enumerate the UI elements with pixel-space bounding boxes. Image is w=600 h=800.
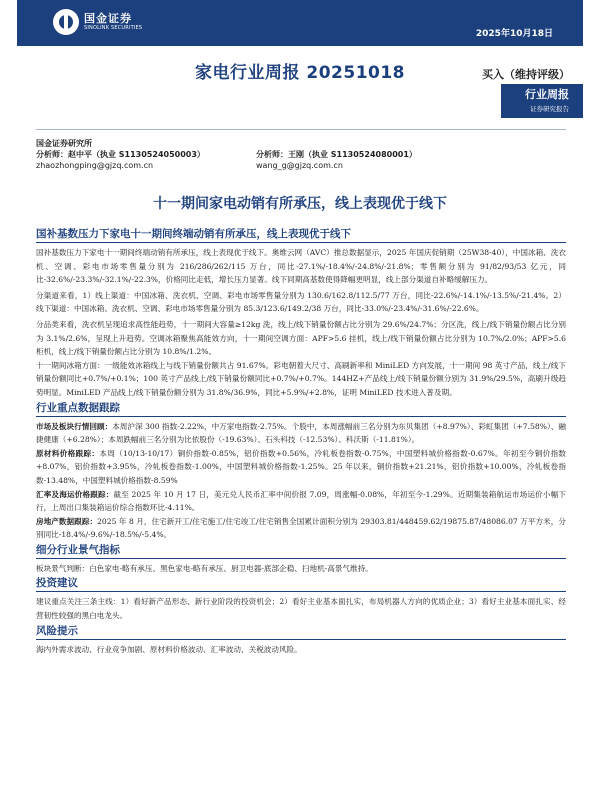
brand-name-en: SINOLINK SECURITIES (84, 25, 143, 31)
fx-shipping-text: 截至 2025 年 10 月 17 日，美元兑人民币汇率中间价报 7.09，周涨幅-0.08%，年初至今-1.29%。近期集装箱航运市场运价小幅下行，上周出口集装箱运价综合指数环比-4.11%。 (36, 489, 566, 513)
institute-name: 国金证券研究所 (36, 139, 92, 148)
header-divider (36, 129, 566, 130)
header-banner (17, 0, 583, 46)
section-title-data-tracking: 行业重点数据跟踪 (36, 402, 566, 417)
main-title: 十一期间家电动销有所承压，线上表现优于线下 (153, 196, 447, 212)
channel-paragraph: 分渠道来看，1）线上渠道：中国冰箱、洗衣机、空调、彩电市场零售量分别为 130.6/162.8/112.5/77 万台，同比-22.6%/-14.1%/-13.5%/-21.4%。2）线下渠道：中国冰箱、洗衣机、空调、彩电市场零售量分别为 85.3/123.6/149.2/38 万台，同比-33.0%/-23.4%/-31.6%/-22.6%。 (36, 290, 566, 314)
real-estate-text: 2025 年 8 月，住宅新开工/住宅施工/住宅竣工/住宅销售全国累计面积分别为 29303.81/448459.62/19875.87/48086.07 万平方米，分别同比-18.4%/-9.6%/-18.5%/-5.4%。 (36, 516, 566, 540)
analyst-2: 分析师：王刚（执业 S1130524080001） (256, 150, 417, 159)
investment-paragraph: 建议重点关注三条主线：1）看好新产品形态、新行业阶段的投资机会；2）看好主业基本面扎实，布局机器人方向的优质企业；3）看好主业基本面扎实、经营韧性较强的黑白电龙头。 (36, 597, 566, 621)
report-date: 2025年10月18日 (475, 29, 553, 39)
category-paragraph: 分品类来看，洗衣机呈现追求高性能趋势，十一期间大容量≥12kg 洗，线上/线下销量份额占比分别为 29.6%/24.7%；分区洗，线上/线下销量份额占比分别为 3.1%/2.6%，呈现上升趋势。空调冰箱聚焦高能效方向，十一期间空调方面：APF>5.6 挂机，线上/线下销量份额占比分别为 10.7%/2.0%；APF>5.6 柜机，线上/线下销量份额占比分别为 10.8%/1.2%。 (36, 319, 566, 357)
sinolink-logo-icon (53, 9, 79, 35)
raw-material-paragraph (36, 447, 566, 488)
rating-label: 买入（维持评级） (482, 68, 570, 81)
report-header (0, 0, 600, 130)
section-title-sub-industry: 细分行业景气指标 (36, 544, 566, 559)
fridge-tv-paragraph: 十一期间冰箱方面：一级能效冰箱线上与线下销量份额共占 91.67%。彩电朝着大尺寸、高刷新率和 MiniLED 方向发展，十一期间 98 英寸产品，线上/线下销量份额同比+0.7%/+0.1%；100 英寸产品线上/线下销量份额同比+0.7%/+0.7%。144HZ+产品线上/线下销量份额分别为 31.9%/29.5%，高刷升级趋势明显。MiniLED 产品线上/线下销量份额分别为 31.8%/36.9%，同比+5.9%/+2.8%，证明 MiniLED 技术进入普及期。 (36, 360, 566, 397)
brand-name-cn: 国金证券 (84, 12, 132, 25)
analyst-1-email[interactable]: zhaozhongping@gjzq.com.cn (36, 161, 154, 170)
real-estate-lead: 房地产数据跟踪： (36, 516, 98, 526)
raw-material-lead: 原材料价格跟踪： (36, 448, 100, 458)
section-title-investment: 投资建议 (36, 577, 566, 592)
raw-material-text: 本周（10/13-10/17）铜价指数-0.85%，铝价指数+0.56%，冷轧板卷指数-0.75%，中国塑料城价格指数-0.67%。年初至今铜价指数+8.07%，铝价指数+3.95%，冷轧板卷指数-1.00%，中国塑料城价格指数-1.25%。25 年以来，铜价指数+21.21%，铝价指数+10.00%，冷轧板卷指数-13.48%，中国塑料城价格指数-8.59% (36, 448, 566, 485)
report-title: 家电行业周报 20251018 (194, 63, 406, 83)
market-review-text: 本周沪深 300 指数-2.22%，中万家电指数-2.75%。个股中，本周涨幅前三名分别为东贝集团（+8.97%）、彩虹集团（+7.58%）、融捷健康（+6.28%）；本周跌幅前三名分别为比依股份（-19.63%）、石头科技（-12.53%）、科沃斯（-11.81%）。 (36, 421, 566, 445)
report-type-box (501, 84, 583, 118)
fx-shipping-paragraph (36, 488, 566, 515)
real-estate-paragraph (36, 515, 566, 542)
risk-paragraph: 海内外需求波动、行业竞争加剧、原材料价格波动、汇率波动、关税波动风险。 (36, 644, 302, 654)
report-body (36, 228, 566, 656)
summary-paragraph: 国补基数压力下家电十一期间终端动销有所承压，线上表现优于线下。奥维云网（AVC）推总数据显示，2025 年国庆促销期（25W38-40），中国冰箱、洗衣机、空调、彩电市场零售量分别为 216/286/262/115 万台，同比-27.1%/-18.4%/-24.8%/-21.8%；零售额分别为 91/82/93/53 亿元，同比-32.6%/-23.3%/-32.1%/-22.3%，价格同比走低，增长压力显著。线下同期高基数使得降幅更明显，线上部分渠道自补略缓解压力。 (36, 248, 566, 285)
fx-shipping-lead: 汇率及海运价格跟踪： (36, 489, 114, 499)
analyst-2-email[interactable]: wang_g@gjzq.com.cn (256, 161, 343, 170)
market-review-lead: 市场及板块行情回顾： (36, 421, 113, 431)
report-subtype: 证券研究报告 (530, 105, 569, 113)
section-title-summary: 国补基数压力下家电十一期间终端动销有所承压，线上表现优于线下 (36, 228, 566, 243)
report-type: 行业周报 (525, 88, 569, 101)
analyst-1: 分析师：赵中平（执业 S1130524050003） (36, 150, 205, 159)
section-title-risk: 风险提示 (36, 625, 566, 640)
analyst-info (36, 138, 566, 171)
market-review-paragraph (36, 420, 566, 447)
sub-industry-paragraph: 板块景气判断：白色家电-略有承压、黑色家电-略有承压、厨卫电器-底部企稳、扫地机-高景气维持。 (36, 563, 373, 573)
brand-logo (53, 9, 142, 35)
